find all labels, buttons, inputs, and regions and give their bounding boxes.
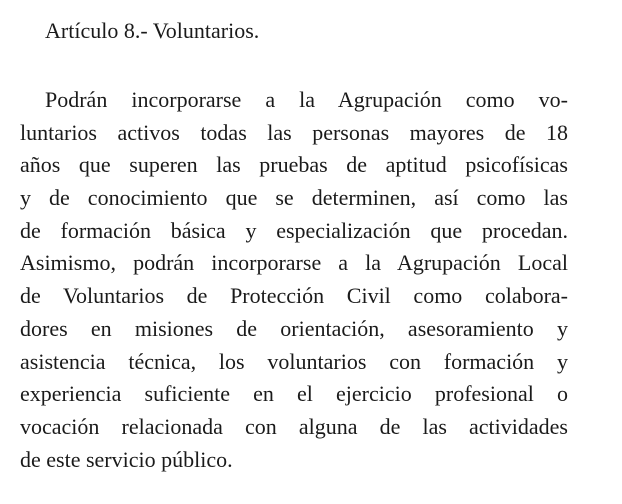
body-line: y de conocimiento que se determinen, así como las [20, 185, 568, 211]
body-line: Asimismo, podrán incorporarse a la Agrupación Local [20, 250, 568, 276]
body-line: de formación básica y especialización que procedan. [20, 217, 568, 243]
body-line: vocación relacionada con alguna de las actividades [20, 413, 568, 439]
article-body [20, 86, 568, 478]
body-line: Podrán incorporarse a la Agrupación como vo- [45, 87, 568, 112]
body-line: de Voluntarios de Protección Civil como colabora- [20, 283, 568, 309]
body-line: de este servicio público. [20, 446, 233, 472]
article-title: Artículo 8.- Voluntarios. [45, 18, 260, 43]
body-line: luntarios activos todas las personas mayores de 18 [20, 119, 568, 145]
body-line: años que superen las pruebas de aptitud psicofísicas [20, 152, 568, 178]
body-line: asistencia técnica, los voluntarios con formación y [20, 348, 568, 374]
body-line: experiencia suficiente en el ejercicio profesional o [20, 381, 568, 407]
body-line: dores en misiones de orientación, asesoramiento y [20, 315, 568, 341]
